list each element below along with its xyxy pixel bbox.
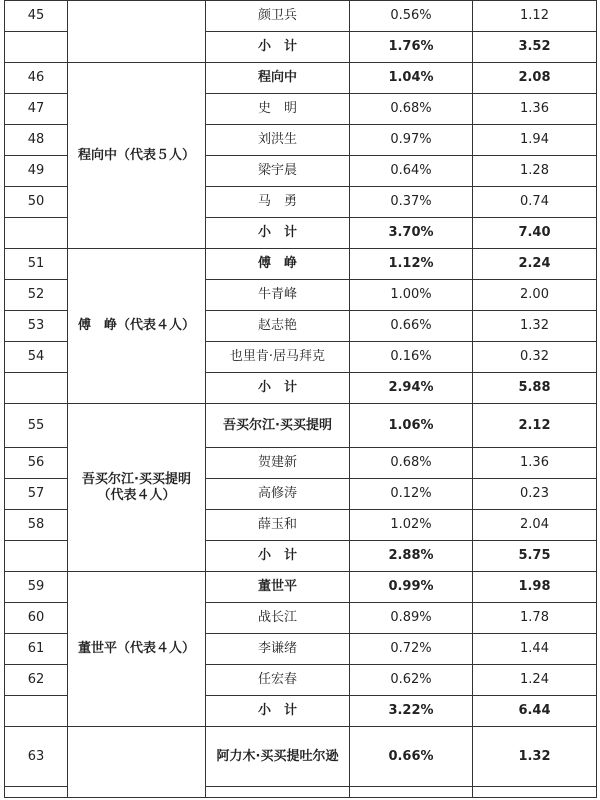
amount-cell: 2.00 — [473, 280, 597, 311]
row-number-cell: 58 — [5, 510, 68, 541]
amount-cell: 1.32 — [473, 727, 597, 787]
group-cell — [68, 727, 206, 798]
percentage-cell: 0.97% — [350, 125, 473, 156]
table-row — [5, 572, 597, 603]
holder-name-cell: 贺建新 — [206, 448, 350, 479]
amount-cell: 1.12 — [473, 1, 597, 32]
group-cell — [68, 1, 206, 63]
group-cell: 吾买尔江·买买提明（代表４人） — [68, 404, 206, 572]
row-number-cell: 47 — [5, 94, 68, 125]
row-number-cell: 45 — [5, 1, 68, 32]
amount-cell: 1.28 — [473, 156, 597, 187]
subtotal-label: 小 计 — [206, 218, 350, 249]
amount-cell: 3.52 — [473, 32, 597, 63]
percentage-cell: 0.66% — [350, 727, 473, 787]
row-number-cell — [5, 218, 68, 249]
percentage-cell: 0.72% — [350, 634, 473, 665]
percentage-cell: 1.02% — [350, 510, 473, 541]
subtotal-label: 小 计 — [206, 32, 350, 63]
row-number-cell: 56 — [5, 448, 68, 479]
table-row — [5, 1, 597, 32]
holder-name-cell: 战长江 — [206, 603, 350, 634]
holder-name-cell — [206, 787, 350, 798]
percentage-cell: 2.88% — [350, 541, 473, 572]
amount-cell: 5.75 — [473, 541, 597, 572]
amount-cell: 1.36 — [473, 94, 597, 125]
table-row — [5, 727, 597, 787]
subtotal-label: 小 计 — [206, 696, 350, 727]
holder-name-cell: 董世平 — [206, 572, 350, 603]
row-number-cell: 51 — [5, 249, 68, 280]
percentage-cell: 0.16% — [350, 342, 473, 373]
table-body — [5, 1, 597, 798]
amount-cell: 5.88 — [473, 373, 597, 404]
amount-cell: 2.08 — [473, 63, 597, 94]
row-number-cell — [5, 32, 68, 63]
row-number-cell: 62 — [5, 665, 68, 696]
row-number-cell — [5, 541, 68, 572]
holder-name-cell: 史 明 — [206, 94, 350, 125]
row-number-cell: 48 — [5, 125, 68, 156]
amount-cell: 2.24 — [473, 249, 597, 280]
row-number-cell: 61 — [5, 634, 68, 665]
amount-cell: 1.24 — [473, 665, 597, 696]
group-cell: 董世平（代表４人） — [68, 572, 206, 727]
holder-name-cell: 颜卫兵 — [206, 1, 350, 32]
table-row — [5, 63, 597, 94]
amount-cell: 0.32 — [473, 342, 597, 373]
percentage-cell: 0.68% — [350, 448, 473, 479]
percentage-cell: 0.66% — [350, 311, 473, 342]
holder-name-cell: 任宏春 — [206, 665, 350, 696]
holder-name-cell: 程向中 — [206, 63, 350, 94]
row-number-cell: 59 — [5, 572, 68, 603]
holder-name-cell: 赵志艳 — [206, 311, 350, 342]
percentage-cell: 0.12% — [350, 479, 473, 510]
percentage-cell: 1.04% — [350, 63, 473, 94]
holder-name-cell: 阿力木·买买提吐尔逊 — [206, 727, 350, 787]
row-number-cell — [5, 373, 68, 404]
table-row — [5, 404, 597, 448]
table-row — [5, 249, 597, 280]
holder-name-cell: 牛青峰 — [206, 280, 350, 311]
percentage-cell: 1.76% — [350, 32, 473, 63]
percentage-cell: 3.22% — [350, 696, 473, 727]
percentage-cell: 0.89% — [350, 603, 473, 634]
row-number-cell — [5, 696, 68, 727]
row-number-cell: 50 — [5, 187, 68, 218]
percentage-cell: 1.06% — [350, 404, 473, 448]
percentage-cell — [350, 787, 473, 798]
amount-cell: 0.23 — [473, 479, 597, 510]
holder-name-cell: 马 勇 — [206, 187, 350, 218]
amount-cell: 0.74 — [473, 187, 597, 218]
shareholding-table — [4, 0, 597, 798]
row-number-cell: 57 — [5, 479, 68, 510]
holder-name-cell: 薛玉和 — [206, 510, 350, 541]
group-cell: 程向中（代表５人） — [68, 63, 206, 249]
percentage-cell: 3.70% — [350, 218, 473, 249]
subtotal-label: 小 计 — [206, 541, 350, 572]
row-number-cell: 55 — [5, 404, 68, 448]
amount-cell: 6.44 — [473, 696, 597, 727]
amount-cell: 1.78 — [473, 603, 597, 634]
row-number-cell: 49 — [5, 156, 68, 187]
row-number-cell — [5, 787, 68, 798]
holder-name-cell: 梁宇晨 — [206, 156, 350, 187]
amount-cell: 2.12 — [473, 404, 597, 448]
amount-cell: 1.32 — [473, 311, 597, 342]
group-cell: 傅 峥（代表４人） — [68, 249, 206, 404]
row-number-cell: 60 — [5, 603, 68, 634]
holder-name-cell: 吾买尔江·买买提明 — [206, 404, 350, 448]
percentage-cell: 0.68% — [350, 94, 473, 125]
amount-cell — [473, 787, 597, 798]
amount-cell: 1.44 — [473, 634, 597, 665]
holder-name-cell: 傅 峥 — [206, 249, 350, 280]
amount-cell: 1.36 — [473, 448, 597, 479]
percentage-cell: 1.00% — [350, 280, 473, 311]
holder-name-cell: 李谦绪 — [206, 634, 350, 665]
subtotal-label: 小 计 — [206, 373, 350, 404]
amount-cell: 1.94 — [473, 125, 597, 156]
row-number-cell: 46 — [5, 63, 68, 94]
row-number-cell: 63 — [5, 727, 68, 787]
percentage-cell: 1.12% — [350, 249, 473, 280]
percentage-cell: 0.99% — [350, 572, 473, 603]
row-number-cell: 52 — [5, 280, 68, 311]
percentage-cell: 0.37% — [350, 187, 473, 218]
amount-cell: 7.40 — [473, 218, 597, 249]
holder-name-cell: 高修涛 — [206, 479, 350, 510]
row-number-cell: 53 — [5, 311, 68, 342]
percentage-cell: 0.64% — [350, 156, 473, 187]
percentage-cell: 0.62% — [350, 665, 473, 696]
holder-name-cell: 刘洪生 — [206, 125, 350, 156]
percentage-cell: 0.56% — [350, 1, 473, 32]
row-number-cell: 54 — [5, 342, 68, 373]
percentage-cell: 2.94% — [350, 373, 473, 404]
holder-name-cell: 也里肯·居马拜克 — [206, 342, 350, 373]
amount-cell: 2.04 — [473, 510, 597, 541]
amount-cell: 1.98 — [473, 572, 597, 603]
